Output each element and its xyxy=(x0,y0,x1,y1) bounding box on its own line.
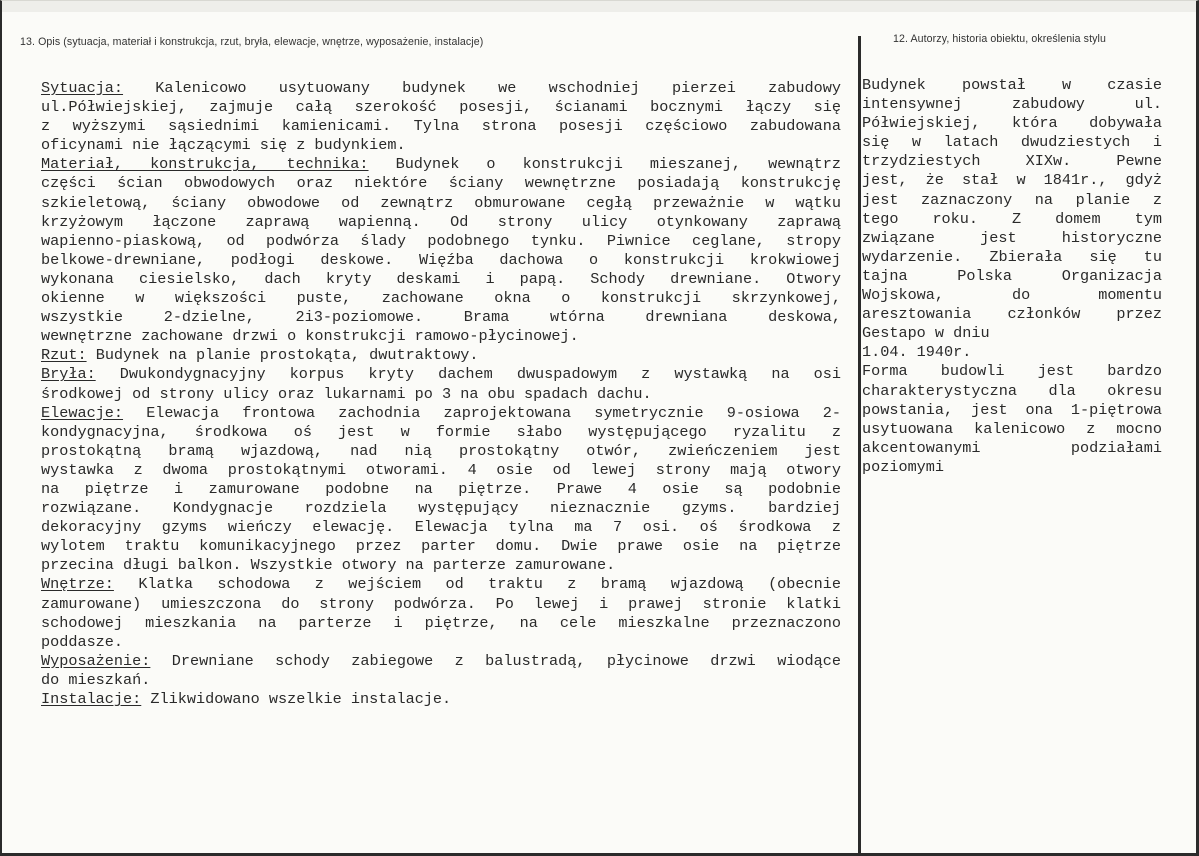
line-text: z wyższymi sąsiednimi kamienicami. Tylna strona posesji częściowo zabudowana xyxy=(41,117,841,136)
line-text: 1.04. 1940r. xyxy=(862,343,972,362)
section-label: Instalacje: xyxy=(41,690,142,708)
text-line xyxy=(862,401,1162,420)
line-text: Zlikwidowano wszelkie instalacje. xyxy=(150,690,452,708)
text-line xyxy=(41,652,841,671)
text-line xyxy=(41,537,841,556)
line-text: związane jest historyczne xyxy=(862,228,1162,247)
text-line xyxy=(41,423,841,442)
text-line xyxy=(41,79,841,98)
line-text: Gestapo w dniu xyxy=(862,324,990,343)
text-line xyxy=(41,117,841,136)
description-section-header: 13. Opis (sytuacja, materiał i konstrukcja, rzut, bryła, elewacje, wnętrze, wyposażenie, instalacje) xyxy=(20,36,484,48)
text-line xyxy=(41,633,841,652)
text-line xyxy=(862,191,1162,210)
text-line xyxy=(41,251,841,270)
text-line xyxy=(41,575,841,594)
text-line xyxy=(862,439,1162,458)
line-text: intensywnej zabudowy ul. xyxy=(862,95,1162,114)
text-line xyxy=(41,174,841,193)
line-text: na piętrze i zamurowane podobne na piętrze. Prawe 4 osie są podobnie xyxy=(41,479,841,498)
text-line xyxy=(41,614,841,633)
text-line xyxy=(862,133,1162,152)
text-line xyxy=(862,76,1162,95)
section-label: Bryła: xyxy=(41,365,96,384)
text-line xyxy=(862,248,1162,267)
line-text: wystawka z dwoma prostokątnymi otworami. 4 osie od lewej strony mają otwory xyxy=(41,460,841,479)
text-line xyxy=(41,518,841,537)
text-line xyxy=(41,595,841,614)
line-text: wapienno-piaskową, od podwórza ślady podobnego tynku. Piwnice ceglane, stropy xyxy=(41,231,841,250)
text-line xyxy=(41,442,841,461)
line-text: wylotem traktu komunikacyjnego przez parter domu. Dwie prawe osie na piętrze xyxy=(41,537,841,556)
line-text: belkowe-drewniane, podłogi deskowe. Więźba dachowa o konstrukcji krokwiowej xyxy=(41,250,841,269)
line-text: prostokątną bramą wjazdową, nad nią prostokątny otwór, zwieńczeniem jest xyxy=(41,441,841,460)
line-text: okienne w większości puste, zachowane okna o konstrukcji skrzynkowej, xyxy=(41,289,841,308)
text-line xyxy=(862,229,1162,248)
line-text: rozwiązane. Kondygnacje rozdziela występujący nieznacznie gzyms. bardziej xyxy=(41,499,841,518)
text-line xyxy=(41,556,841,575)
line-text: schodowej mieszkania na parterze i piętrze, na cele mieszkalne przeznaczono xyxy=(41,613,841,632)
description-text-column xyxy=(41,79,841,709)
section-label: Materiał, konstrukcja, technika: xyxy=(41,155,369,174)
line-text: środkowej od strony ulicy oraz lukarnami po 3 na obu spadach dachu. xyxy=(41,384,652,403)
text-line xyxy=(862,458,1162,477)
text-line xyxy=(862,210,1162,229)
line-text: tego roku. Z domem tym xyxy=(862,209,1162,228)
line-text: Kalenicowo usytuowany budynek we wschodniej pierzei zabudowy xyxy=(155,79,841,97)
line-text: oficynami nie łączącymi się z budynkiem. xyxy=(41,136,406,155)
line-text: usytuowana kalenicowo z mocno xyxy=(862,419,1162,438)
text-line xyxy=(862,152,1162,171)
line-text: dekoracyjny gzyms wieńczy elewację. Elewacja tylna ma 7 osi. oś środkowa z xyxy=(41,518,841,537)
text-line xyxy=(41,232,841,251)
line-text: wykonana ciesielsko, dach kryty deskami i papą. Schody drewniane. Otwory xyxy=(41,269,841,288)
line-text: Budynek o konstrukcji mieszanej, wewnątrz xyxy=(395,155,841,174)
text-line xyxy=(862,95,1162,114)
text-line xyxy=(862,420,1162,439)
line-text: części ścian obwodowych oraz niektóre ściany wewnętrzne posiadają konstrukcję xyxy=(41,174,841,193)
text-line xyxy=(41,365,841,384)
line-text: poddasze. xyxy=(41,632,124,651)
section-label: Wyposażenie: xyxy=(41,651,151,670)
line-text: szkieletową, ściany obwodowe od zewnątrz obmurowane cegłą przeważnie w wątku xyxy=(41,193,841,212)
text-line xyxy=(41,404,841,423)
text-line xyxy=(41,136,841,155)
line-text: aresztowania członków przez xyxy=(862,305,1162,324)
text-line xyxy=(862,267,1162,286)
line-text: charakterystyczna dla okresu xyxy=(862,381,1162,400)
line-text: Budynek na planie prostokąta, dwutraktowy. xyxy=(95,346,479,365)
line-text: się w latach dwudziestych i xyxy=(862,133,1162,152)
line-text: krzyżowym łączone zaprawą wapienną. Od strony ulicy otynkowany zaprawą xyxy=(41,212,841,231)
line-text: wydarzenie. Zbierała się tu xyxy=(862,247,1162,266)
line-text: zamurowane) umieszczona do strony podwórza. Po lewej i prawej stronie klatki xyxy=(41,594,841,613)
line-text: tajna Polska Organizacja xyxy=(862,266,1162,285)
line-text: wewnętrzne zachowane drzwi o konstrukcji ramowo-płycinowej. xyxy=(41,327,579,346)
history-section-header: 12. Autorzy, historia obiektu, określenia stylu xyxy=(893,33,1106,45)
line-text: ul.Półwiejskiej, zajmuje całą szerokość posesji, ścianami bocznymi łączy się xyxy=(41,98,841,117)
line-text: Forma budowli jest bardzo xyxy=(862,362,1162,381)
section-label: Elewacje: xyxy=(41,403,124,422)
line-text: powstania, jest ona 1-piętrowa xyxy=(862,400,1162,419)
text-line xyxy=(41,461,841,480)
text-line xyxy=(862,114,1162,133)
line-text: do mieszkań. xyxy=(41,670,151,689)
line-text: jest zaznaczony na planie z xyxy=(862,190,1162,209)
text-line xyxy=(862,171,1162,190)
line-text: jest, że stał w 1841r., gdyż xyxy=(862,171,1162,190)
text-line xyxy=(862,343,1162,362)
text-line xyxy=(41,155,841,174)
text-line xyxy=(41,289,841,308)
line-text: przecina długi balkon. Wszystkie otwory na parterze zamurowane. xyxy=(41,556,616,575)
line-text: wszystkie 2-dzielne, 2i3-poziomowe. Brama wtórna drewniana deskowa, xyxy=(41,308,841,327)
line-text: akcentowanymi podziałami xyxy=(862,438,1162,457)
history-text-column xyxy=(862,76,1162,477)
text-line xyxy=(41,327,841,346)
section-label: Wnętrze: xyxy=(41,575,114,594)
line-text: trzydziestych XIXw. Pewne xyxy=(862,152,1162,171)
line-text: Elewacja frontowa zachodnia zaprojektowana symetrycznie 9-osiowa 2- xyxy=(146,403,841,422)
text-line xyxy=(41,194,841,213)
text-line xyxy=(41,385,841,404)
text-line xyxy=(862,286,1162,305)
text-line xyxy=(41,690,841,709)
text-line xyxy=(862,362,1162,381)
line-text: kondygnacyjna, środkowa oś jest w formie słabo występującego ryzalitu z xyxy=(41,422,841,441)
line-text: Klatka schodowa z wejściem od traktu z bramą wjazdową (obecnie xyxy=(138,575,841,594)
text-line xyxy=(862,324,1162,343)
text-line xyxy=(41,480,841,499)
text-line xyxy=(862,382,1162,401)
line-text: poziomymi xyxy=(862,457,945,476)
text-line xyxy=(41,346,841,365)
text-line xyxy=(41,499,841,518)
section-label: Rzut: xyxy=(41,346,87,365)
line-text: Budynek powstał w czasie xyxy=(862,76,1162,94)
text-line xyxy=(862,305,1162,324)
text-line xyxy=(41,671,841,690)
line-text: Drewniane schody zabiegowe z balustradą, płycinowe drzwi wiodące xyxy=(171,651,841,670)
text-line xyxy=(41,270,841,289)
text-line xyxy=(41,213,841,232)
line-text: Dwukondygnacyjny korpus kryty dachem dwuspadowym z wystawką na osi xyxy=(119,365,841,384)
line-text: Półwiejskiej, która dobywała xyxy=(862,114,1162,133)
column-divider xyxy=(858,36,861,854)
text-line xyxy=(41,98,841,117)
line-text: Wojskowa, do momentu xyxy=(862,286,1162,305)
text-line xyxy=(41,308,841,327)
section-label: Sytuacja: xyxy=(41,79,124,97)
